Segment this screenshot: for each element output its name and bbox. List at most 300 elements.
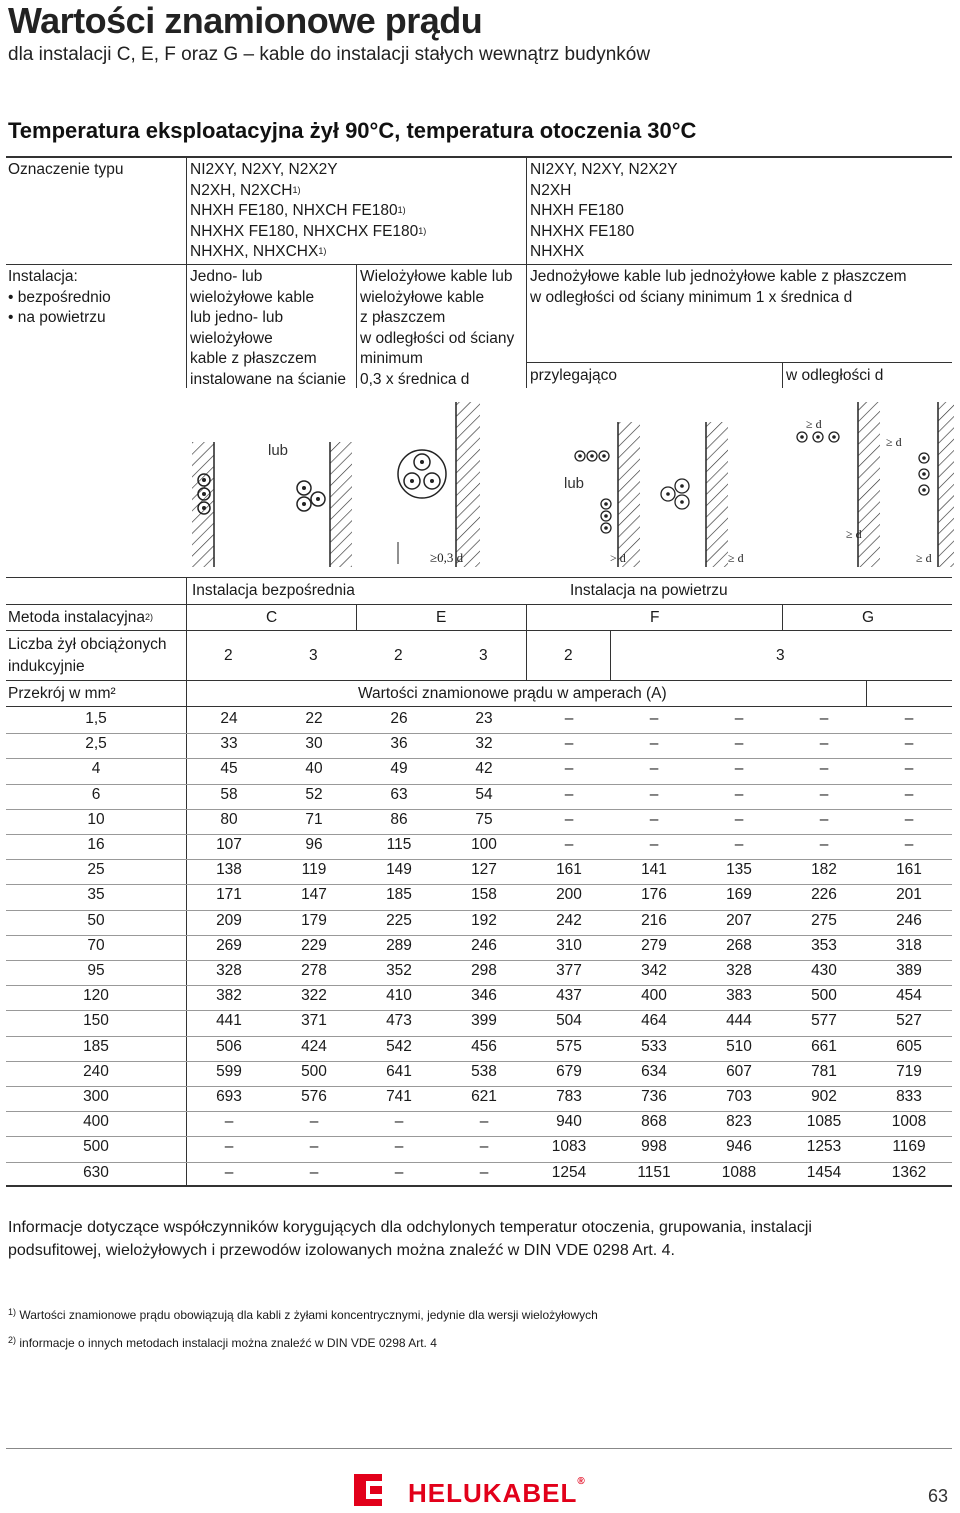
rating-cell: 641 <box>386 1062 412 1080</box>
rating-cell: 823 <box>726 1113 752 1131</box>
rating-cell: 328 <box>726 962 752 979</box>
rating-cell: – <box>734 785 744 803</box>
rating-cell: 161 <box>896 861 922 879</box>
footnote-2 <box>8 1336 437 1350</box>
fig-lub-2: lub <box>564 475 585 492</box>
vline-inst-f <box>526 264 527 388</box>
rating-cell: 169 <box>726 886 752 904</box>
row-divider <box>6 1010 952 1011</box>
rating-cell: 269 <box>216 936 242 954</box>
row-divider <box>6 910 952 911</box>
rating-cell: 96 <box>305 836 323 853</box>
row-divider <box>6 985 952 986</box>
row-divider <box>6 809 952 810</box>
rating-cell: – <box>394 1113 404 1131</box>
vline-method-ce <box>356 604 357 630</box>
rating-cell: 179 <box>301 911 327 929</box>
rating-cell: 400 <box>641 987 667 1005</box>
rating-cell: 527 <box>896 1012 922 1030</box>
rating-cell: 32 <box>475 735 493 753</box>
rating-cell: 1254 <box>551 1163 587 1181</box>
vline-inst-e <box>356 264 357 388</box>
rating-cell: 24 <box>220 710 238 727</box>
diagram-f <box>564 422 744 567</box>
rating-cell: 389 <box>896 962 922 979</box>
cores-e2: 2 <box>394 647 403 664</box>
cores-e3: 3 <box>479 647 488 664</box>
rating-cell: 506 <box>216 1037 242 1055</box>
footnote-2-text: informacje o innych metodach instalacji można znaleźć w DIN VDE 0298 Art. 4 <box>19 1336 437 1350</box>
type-left-2: NHXH FE180, NHXCH FE180 <box>190 202 398 219</box>
diagram-e <box>398 402 480 567</box>
rating-cell: 383 <box>726 987 752 1005</box>
page-number: 63 <box>928 1486 949 1506</box>
install-c-1: wielożyłowe kable <box>190 288 315 306</box>
vline-method-ef <box>526 604 527 680</box>
rule-bottom <box>6 1185 952 1187</box>
rating-cell: 141 <box>641 861 667 879</box>
install-fg-0: Jednożyłowe kable lub jednożyłowe kable z płaszczem <box>530 268 907 285</box>
rating-cell: 209 <box>216 911 242 929</box>
rating-cell: – <box>564 810 574 828</box>
fig-lub-1: lub <box>268 442 289 459</box>
rating-cell: 158 <box>471 886 497 904</box>
rating-cell: 946 <box>726 1138 752 1156</box>
rating-cell: 1088 <box>721 1163 757 1181</box>
cores-fg3: 3 <box>776 647 785 664</box>
fig-gd-5: ≥ d <box>916 551 932 565</box>
type-left-1-sup: 1) <box>292 184 301 195</box>
install-label <box>8 267 111 329</box>
vline-values-end <box>866 680 867 706</box>
rule-top <box>6 156 952 158</box>
values-header: Wartości znamionowe prądu w amperach (A) <box>358 685 667 702</box>
rating-cell: 201 <box>896 886 922 904</box>
row-cross-section: 35 <box>87 886 105 904</box>
rating-cell: 1169 <box>892 1138 926 1156</box>
rating-cell: – <box>904 760 914 778</box>
type-left-4-sup: 1) <box>318 246 327 256</box>
rating-cell: 437 <box>556 987 582 1005</box>
rating-cell: 430 <box>811 962 837 979</box>
install-e-3: w odległości od ściany <box>360 329 515 347</box>
rating-cell: 45 <box>220 760 238 778</box>
install-c-3: wielożyłowe <box>190 329 273 347</box>
vline-method-fg <box>782 604 783 630</box>
rating-cell: 80 <box>220 810 238 828</box>
row-divider <box>6 1086 952 1087</box>
rating-cell: 192 <box>471 911 497 929</box>
type-left-3-sup: 1) <box>418 225 427 236</box>
rating-cell: 71 <box>305 810 323 828</box>
rating-cell: 510 <box>726 1037 752 1055</box>
rating-cell: 1083 <box>551 1138 587 1156</box>
rating-cell: – <box>904 836 914 853</box>
rating-cell: 207 <box>726 911 752 929</box>
rating-cell: 456 <box>471 1037 497 1055</box>
rating-cell: 225 <box>386 911 412 929</box>
install-e-2: z płaszczem <box>360 309 446 326</box>
rating-cell: 902 <box>811 1088 837 1105</box>
fig-gd-2: ≥ d <box>806 417 822 431</box>
rating-cell: 289 <box>386 936 412 954</box>
rating-cell: 318 <box>896 936 922 954</box>
rating-cell: – <box>904 735 914 753</box>
row-cross-section: 120 <box>83 987 109 1005</box>
rating-cell: 36 <box>390 735 408 753</box>
diagram-c <box>192 442 352 567</box>
rating-cell: 23 <box>475 710 493 727</box>
row-divider <box>6 834 952 835</box>
type-left-0: NI2XY, N2XY, N2X2Y <box>190 161 338 178</box>
rating-cell: – <box>564 836 574 853</box>
note-line-1: podsufitowej, wielożyłowych i przewodów izolowanych można znaleźć w DIN VDE 0298 Art. 4. <box>8 1242 675 1259</box>
rating-cell: 185 <box>386 886 412 904</box>
section-label: Przekrój w mm² <box>8 685 116 702</box>
page-subtitle: dla instalacji C, E, F oraz G – kable do instalacji stałych wewnątrz budynków <box>8 44 651 65</box>
rating-cell: 30 <box>305 735 323 753</box>
rating-cell: – <box>649 785 659 803</box>
type-label: Oznaczenie typu <box>8 161 124 178</box>
rating-cell: 538 <box>471 1062 497 1080</box>
diagram-g <box>797 402 954 567</box>
footnote-2-mark: 2) <box>8 1335 17 1345</box>
row-cross-section: 4 <box>91 760 101 778</box>
rule-cores <box>6 630 952 631</box>
rating-cell: 226 <box>811 886 837 904</box>
install-e-0: Wielożyłowe kable lub <box>360 268 513 285</box>
rating-cell: 149 <box>386 861 412 879</box>
method-g: G <box>862 609 875 626</box>
rating-cell: 161 <box>556 861 582 879</box>
rating-cell: 119 <box>301 861 327 879</box>
install-e-5: 0,3 x średnica d <box>360 370 470 388</box>
install-g-text: w odległości d <box>786 367 884 384</box>
row-cross-section: 1,5 <box>85 710 107 727</box>
rating-cell: 246 <box>471 936 497 954</box>
rating-cell: – <box>564 785 574 803</box>
footnote-1 <box>8 1308 598 1322</box>
rating-cell: 49 <box>390 760 408 778</box>
rating-cell: 352 <box>386 962 412 979</box>
rating-cell: 371 <box>301 1012 327 1030</box>
rating-cell: 833 <box>896 1088 922 1105</box>
rating-cell: 542 <box>386 1037 412 1055</box>
row-divider <box>6 960 952 961</box>
types-right <box>530 160 678 263</box>
rating-cell: – <box>394 1163 404 1181</box>
fig-gd-3: ≥ d <box>886 435 902 449</box>
row-cross-section: 16 <box>87 836 105 853</box>
rating-cell: 322 <box>301 987 327 1005</box>
install-label-1: • bezpośrednio <box>8 288 111 306</box>
rating-cell: 298 <box>471 962 497 979</box>
rating-cell: 22 <box>305 710 323 727</box>
rating-cell: 246 <box>896 911 922 929</box>
install-e-4: minimum <box>360 350 423 367</box>
rating-cell: 736 <box>641 1088 667 1105</box>
cores-label <box>8 634 167 678</box>
method-c: C <box>266 609 278 626</box>
install-e-text <box>360 267 514 390</box>
method-e: E <box>436 609 447 626</box>
rating-cell: – <box>224 1138 234 1156</box>
cores-f2: 2 <box>564 647 573 664</box>
rating-cell: 410 <box>386 987 412 1005</box>
install-c-text <box>190 267 346 390</box>
types-left <box>190 160 426 263</box>
rating-cell: 703 <box>726 1088 752 1105</box>
install-label-0: Instalacja: <box>8 268 78 285</box>
rating-cell: 1362 <box>891 1163 927 1181</box>
section-title: Temperatura eksploatacyjna żył 90°C, temperatura otoczenia 30°C <box>8 118 697 143</box>
rating-cell: 52 <box>305 785 323 803</box>
rating-cell: 138 <box>216 861 242 879</box>
row-cross-section: 400 <box>83 1113 109 1131</box>
note-line-0: Informacje dotyczące współczynników korygujących dla odchylonych temperatur otoczenia, grupowania, instalacji <box>8 1219 812 1236</box>
rating-cell: 661 <box>811 1037 837 1055</box>
rating-cell: 40 <box>305 760 323 778</box>
rating-cell: 575 <box>556 1037 582 1055</box>
rating-cell: 86 <box>390 810 408 828</box>
rating-cell: 783 <box>556 1088 582 1105</box>
rating-cell: 328 <box>216 962 242 979</box>
type-left-4: NHXHX, NHXCHX <box>190 243 319 260</box>
rating-cell: 607 <box>726 1062 752 1080</box>
rating-cell: 382 <box>216 987 242 1005</box>
brand-logo-text <box>408 1478 586 1509</box>
footnote-1-mark: 1) <box>8 1307 17 1317</box>
rule-method <box>6 604 952 605</box>
rating-cell: – <box>649 735 659 753</box>
type-right-4: NHXHX <box>530 243 585 260</box>
row-divider <box>6 1111 952 1112</box>
row-cross-section: 95 <box>87 962 105 979</box>
rating-cell: – <box>819 836 829 853</box>
row-cross-section: 50 <box>87 911 105 929</box>
rating-cell: – <box>734 810 744 828</box>
rating-cell: 1151 <box>637 1163 671 1181</box>
rating-cell: – <box>564 710 574 727</box>
rating-cell: 504 <box>556 1012 582 1030</box>
vline-cores-f <box>610 630 611 680</box>
rating-cell: – <box>819 810 829 828</box>
rating-cell: – <box>734 735 744 753</box>
rating-cell: 473 <box>386 1012 412 1030</box>
rating-cell: 200 <box>556 886 582 904</box>
row-cross-section: 25 <box>87 861 105 879</box>
row-cross-section: 300 <box>83 1088 109 1105</box>
rating-cell: 634 <box>641 1062 667 1080</box>
rating-cell: 353 <box>811 936 837 954</box>
rule-fg-sub <box>526 362 952 363</box>
rating-cell: 176 <box>641 886 667 904</box>
rating-cell: 1454 <box>806 1163 842 1181</box>
rating-cell: 399 <box>471 1012 497 1030</box>
rating-cell: – <box>479 1163 489 1181</box>
type-left-3: NHXHX FE180, NHXCHX FE180 <box>190 222 419 240</box>
install-c-4: kable z płaszczem <box>190 350 317 367</box>
install-fg-1: w odległości od ściany minimum 1 x średnica d <box>530 288 853 306</box>
row-divider <box>6 1061 952 1062</box>
row-cross-section: 150 <box>83 1012 109 1030</box>
rating-cell: – <box>224 1163 234 1181</box>
rating-cell: – <box>649 810 659 828</box>
row-cross-section: 6 <box>91 785 101 803</box>
rating-cell: – <box>904 785 914 803</box>
rating-cell: 75 <box>475 810 493 828</box>
rating-cell: 242 <box>556 911 582 929</box>
rating-cell: 115 <box>386 836 412 853</box>
rating-cell: 1008 <box>891 1113 927 1131</box>
row-cross-section: 10 <box>87 810 105 828</box>
rule-install <box>6 264 952 265</box>
rating-cell: – <box>649 710 659 727</box>
install-label-2: • na powietrzu <box>8 309 106 326</box>
installation-diagrams <box>186 392 956 572</box>
rating-cell: 577 <box>811 1012 837 1030</box>
rating-cell: 42 <box>475 760 493 778</box>
rating-cell: – <box>649 760 659 778</box>
rating-cell: – <box>309 1138 319 1156</box>
rating-cell: 1253 <box>806 1138 842 1156</box>
rating-cell: 454 <box>896 987 922 1005</box>
rating-cell: – <box>309 1163 319 1181</box>
type-right-1: N2XH <box>530 181 572 199</box>
rating-cell: – <box>734 710 744 727</box>
rating-cell: 135 <box>726 861 752 879</box>
rule-data-top <box>6 706 952 707</box>
method-label-text: Metoda instalacyjna <box>8 609 145 626</box>
group-air: Instalacja na powietrzu <box>570 582 728 599</box>
install-e-1: wielożyłowe kable <box>360 288 485 306</box>
type-left-2-sup: 1) <box>397 205 406 215</box>
rating-cell: – <box>734 836 744 853</box>
brand-name: HELUKABEL <box>408 1478 578 1508</box>
cores-c2: 2 <box>224 647 233 664</box>
vline-col-c <box>186 577 187 1185</box>
rating-cell: 621 <box>471 1088 497 1105</box>
brand-reg: ® <box>577 1476 586 1487</box>
type-right-3: NHXHX FE180 <box>530 222 635 240</box>
rating-cell: – <box>819 760 829 778</box>
cores-label-0: Liczba żył obciążonych <box>8 636 167 653</box>
rating-cell: 127 <box>471 861 497 879</box>
rating-cell: 279 <box>641 936 667 954</box>
rating-cell: 868 <box>641 1113 667 1131</box>
row-cross-section: 185 <box>83 1037 109 1055</box>
brand-logo-mark <box>354 1474 382 1506</box>
rating-cell: – <box>819 735 829 753</box>
row-cross-section: 240 <box>83 1062 109 1080</box>
rating-cell: 182 <box>811 861 837 879</box>
rating-cell: 940 <box>556 1113 582 1131</box>
rating-cell: 33 <box>220 735 238 753</box>
row-cross-section: 2,5 <box>85 735 107 753</box>
rule-section <box>6 680 952 681</box>
rating-cell: – <box>564 760 574 778</box>
rating-cell: 147 <box>301 886 327 904</box>
type-left-1: N2XH, N2XCH <box>190 181 293 199</box>
rating-cell: 107 <box>216 836 242 853</box>
rating-cell: 781 <box>811 1062 837 1080</box>
rating-cell: 377 <box>556 962 582 979</box>
rating-cell: – <box>649 836 659 853</box>
type-right-0: NI2XY, N2XY, N2X2Y <box>530 161 678 178</box>
row-divider <box>6 758 952 759</box>
row-divider <box>6 935 952 936</box>
rating-cell: 275 <box>811 911 837 929</box>
rating-cell: – <box>479 1113 489 1131</box>
fig-gd-4: ≥ d <box>846 527 862 541</box>
install-c-2: lub jedno- lub <box>190 309 284 326</box>
method-label <box>8 608 153 629</box>
rating-cell: 58 <box>220 785 238 803</box>
rating-cell: – <box>394 1138 404 1156</box>
vline-inst-c <box>186 264 187 388</box>
rating-cell: 216 <box>641 911 667 929</box>
rating-cell: 424 <box>301 1037 327 1055</box>
rating-cell: – <box>479 1138 489 1156</box>
rating-cell: 63 <box>390 785 408 803</box>
method-label-sup: 2) <box>145 612 154 622</box>
rating-cell: 310 <box>556 936 582 954</box>
page-title: Wartości znamionowe prądu <box>8 0 483 41</box>
rating-cell: 342 <box>641 962 667 979</box>
cores-c3: 3 <box>309 647 318 664</box>
row-divider <box>6 859 952 860</box>
rating-cell: 268 <box>726 936 752 954</box>
rating-cell: 599 <box>216 1062 242 1080</box>
rating-cell: 100 <box>471 836 497 853</box>
vline-type-c <box>186 156 187 264</box>
rating-cell: 533 <box>641 1037 667 1055</box>
type-right-2: NHXH FE180 <box>530 202 624 219</box>
rating-cell: 719 <box>896 1062 922 1080</box>
row-divider <box>6 784 952 785</box>
fig-gd-1: ≥ d <box>728 551 744 565</box>
method-f: F <box>650 609 660 626</box>
row-divider <box>6 1136 952 1137</box>
rating-cell: 576 <box>301 1088 327 1105</box>
rating-cell: – <box>904 810 914 828</box>
rating-cell: – <box>904 710 914 727</box>
rating-cell: – <box>734 760 744 778</box>
rating-cell: 693 <box>216 1088 242 1105</box>
rule-group <box>6 577 952 578</box>
fig-gtd: > d <box>610 551 626 565</box>
rating-cell: 229 <box>301 936 327 954</box>
install-c-0: Jedno- lub <box>190 268 263 285</box>
row-cross-section: 630 <box>83 1163 109 1181</box>
install-f-text: przylegająco <box>530 367 618 384</box>
rating-cell: – <box>819 710 829 727</box>
rating-cell: 500 <box>301 1062 327 1080</box>
rating-cell: 54 <box>475 785 493 803</box>
rating-cell: – <box>819 785 829 803</box>
rating-cell: 1085 <box>806 1113 842 1131</box>
row-divider <box>6 884 952 885</box>
vline-inst-g <box>782 362 783 388</box>
rating-cell: 441 <box>216 1012 242 1030</box>
row-divider <box>6 1036 952 1037</box>
rating-cell: 679 <box>556 1062 582 1080</box>
cores-label-1: indukcyjnie <box>8 658 85 675</box>
vline-type-f <box>526 156 527 264</box>
rating-cell: 464 <box>641 1012 667 1030</box>
rating-cell: 171 <box>216 886 242 904</box>
rating-cell: 278 <box>301 962 327 979</box>
